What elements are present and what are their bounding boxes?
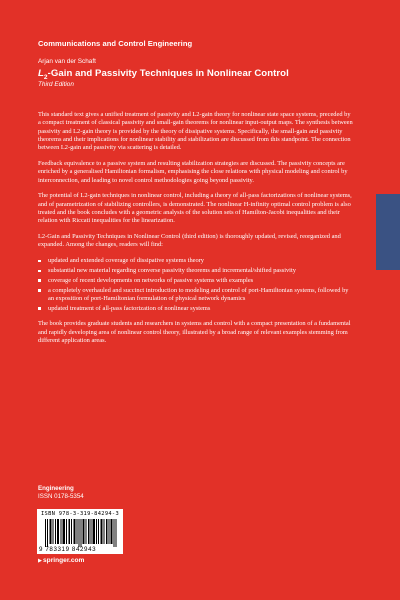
list-item: updated treatment of all-pass factorization of nonlinear systems [38,305,354,313]
barcode-digits: 9 783319 842943 [39,546,97,553]
author-name: Arjan van der Schaft [38,58,96,65]
title-subscript: 2 [43,73,48,81]
title-rest: -Gain and Passivity Techniques in Nonlinear Control [47,68,289,79]
book-title [38,68,289,81]
subject-category: Engineering [38,485,74,492]
publisher-website[interactable] [38,557,84,564]
paragraph-3: The potential of L2-gain techniques in nonlinear control, including a theory of all-pass factorizations of nonlinear systems, and of parametrization of stabilizing controllers, is demonstrated. The nonlinear H-infinity optimal control problem is also treated and the book concludes with a geometric analysis of the solution sets of Hamilton-Jacobi inequalities and their relation with Riccati inequalities for the linearization. [38,192,352,225]
issn: ISSN 0178-5354 [38,493,84,500]
series-name: Communications and Control Engineering [38,39,193,48]
title-prefix: L [38,68,44,79]
list-item: substantial new material regarding converse passivity theorems and incremental/shifted passivity [38,267,354,275]
paragraph-4: L2-Gain and Passivity Techniques in Nonlinear Control (third edition) is thoroughly updated, revised, reorganized and expanded. Among the changes, readers will find: [38,233,341,249]
list-item: a completely overhauled and succinct introduction to modeling and control of port-Hamiltonian systems, followed by an exposition of port-Hamiltonian formulation of physical network dynamics [38,287,354,304]
arrow-right-icon: ▶ [38,558,42,564]
imprint [38,485,84,501]
paragraph-1: This standard text gives a unified treatment of passivity and L2-gain theory for nonlinear state space systems, preceded by a compact treatment of classical passivity and small-gain theorems for nonlinear input-output maps. The synthesis between passivity and L2-gain theory is provided by the theory of dissipative systems. Specifically, the small-gain and passivity theorems and their implications for nonlinear stability and stabilization are discussed from this standpoint. The connection between L2-gain and passivity via scattering is detailed. [38,111,353,152]
back-cover-blurb [38,111,354,353]
paragraph-2: Feedback equivalence to a passive system and resulting stabilization strategies are discussed. The passivity concepts are enriched by a generalised Hamiltonian formalism, emphasising the close relations with physical modeling and control by interconnection, and leading to novel control methodologies going beyond passivity. [38,159,348,184]
isbn-text: ISBN 978-3-319-84294-3 [41,511,119,517]
list-item: coverage of recent developments on networks of passive systems with examples [38,277,354,285]
website-text: springer.com [43,557,85,564]
barcode-box [37,509,123,554]
side-color-tab [376,194,400,270]
barcode-icon [45,519,117,547]
list-item: updated and extended coverage of dissipative systems theory [38,257,354,265]
closing-paragraph: The book provides graduate students and researchers in systems and control with a compact presentation of a fundamental and rapidly developing area of nonlinear control theory, illustrated by a broad range of relevant examples stemming from different application areas. [38,320,351,345]
changes-list [38,257,354,313]
edition: Third Edition [38,81,74,88]
